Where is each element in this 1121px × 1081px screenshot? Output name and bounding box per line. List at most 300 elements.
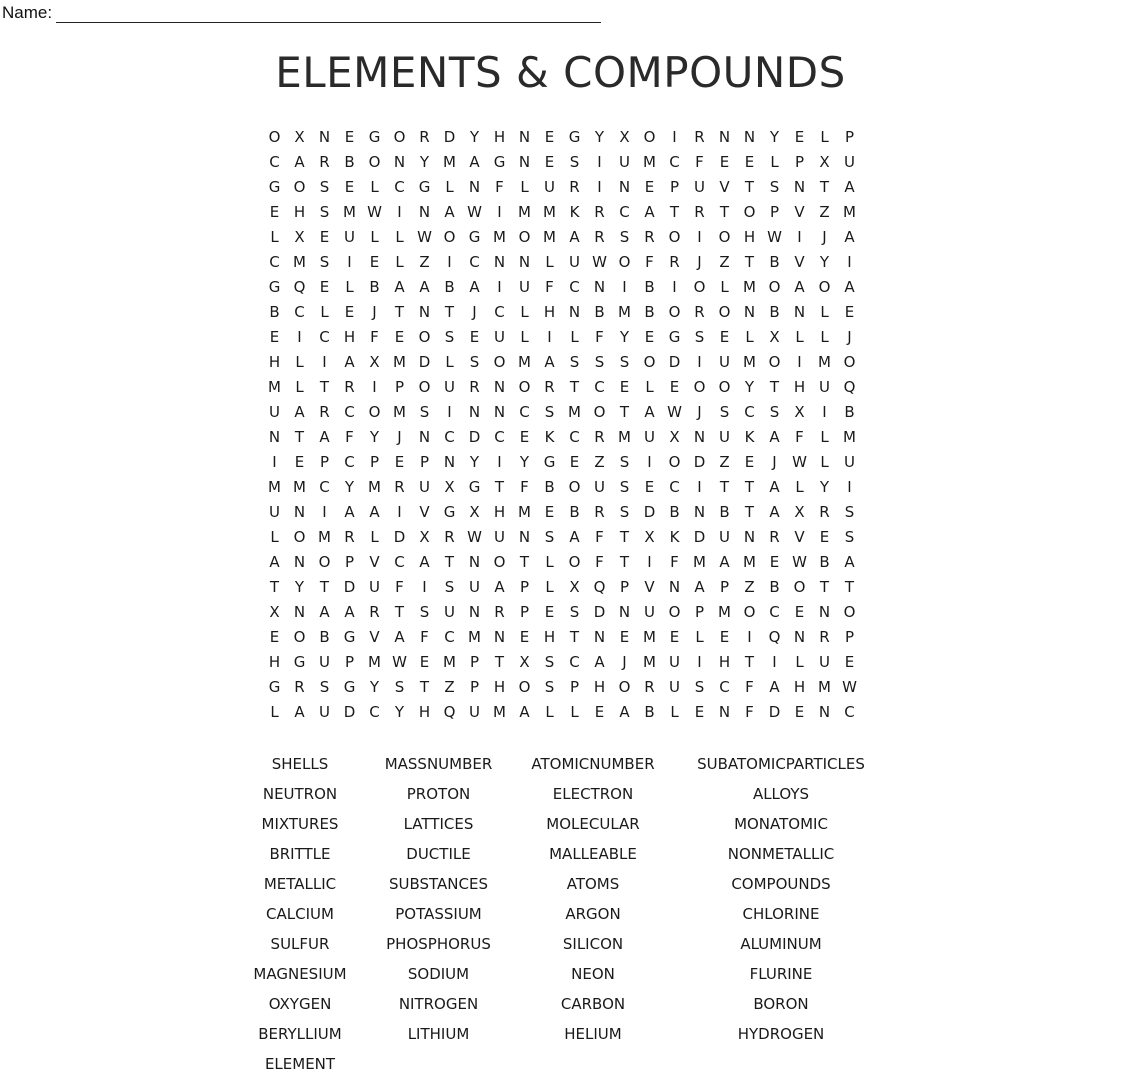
grid-letter: E (819, 527, 830, 546)
grid-letter: I (797, 352, 802, 371)
grid-letter: C (669, 477, 680, 496)
grid-letter: S (544, 402, 555, 421)
grid-letter: N (693, 427, 706, 446)
grid-letter: O (618, 252, 631, 271)
grid-letter: E (269, 202, 280, 221)
grid-letter: X (794, 402, 805, 421)
grid-letter: E (794, 702, 805, 721)
grid-letter: M (518, 202, 531, 221)
grid-letter: Y (594, 127, 605, 146)
grid-row (262, 324, 862, 349)
grid-letter: L (320, 302, 329, 321)
grid-letter: T (844, 577, 855, 596)
grid-letter: A (344, 602, 355, 621)
grid-letter: T (819, 177, 830, 196)
grid-letter: E (269, 627, 280, 646)
name-blank-line (56, 4, 601, 23)
grid-letter: T (519, 552, 530, 571)
grid-letter: I (497, 202, 502, 221)
grid-letter: P (519, 577, 530, 596)
grid-letter: B (444, 277, 455, 296)
grid-letter: C (669, 152, 680, 171)
grid-letter: L (745, 327, 754, 346)
grid-letter: X (469, 502, 480, 521)
grid-letter: S (619, 477, 630, 496)
grid-letter: M (318, 527, 331, 546)
grid-letter: P (844, 127, 855, 146)
word-bank-item: ALUMINUM (740, 935, 822, 953)
grid-row (262, 649, 862, 674)
grid-letter: U (644, 427, 655, 446)
grid-letter: R (319, 402, 330, 421)
grid-letter: L (370, 227, 379, 246)
grid-letter: U (419, 477, 430, 496)
grid-letter: D (668, 352, 681, 371)
grid-letter: G (368, 127, 381, 146)
grid-letter: O (768, 352, 781, 371)
grid-letter: L (720, 277, 729, 296)
grid-letter: N (568, 302, 581, 321)
grid-letter: E (644, 477, 655, 496)
grid-letter: M (818, 677, 831, 696)
grid-letter: L (520, 302, 529, 321)
grid-row (262, 674, 862, 699)
grid-letter: M (743, 277, 756, 296)
grid-letter: X (419, 527, 430, 546)
grid-letter: J (847, 327, 852, 346)
grid-letter: Y (819, 477, 830, 496)
grid-letter: C (744, 402, 755, 421)
grid-letter: C (319, 327, 330, 346)
grid-letter: I (672, 277, 677, 296)
grid-letter: W (467, 527, 482, 546)
grid-letter: I (697, 652, 702, 671)
grid-letter: R (469, 377, 480, 396)
grid-letter: S (419, 402, 430, 421)
grid-letter: J (697, 252, 702, 271)
grid-letter: R (569, 177, 580, 196)
grid-letter: D (693, 452, 706, 471)
grid-letter: A (844, 277, 855, 296)
grid-letter: W (667, 402, 682, 421)
grid-letter: H (493, 127, 506, 146)
grid-letter: M (468, 627, 481, 646)
grid-letter: O (668, 602, 681, 621)
word-bank-item: METALLIC (263, 875, 337, 893)
grid-letter: B (644, 277, 655, 296)
grid-letter: U (644, 602, 655, 621)
grid-letter: A (319, 602, 330, 621)
grid-letter: Z (744, 577, 755, 596)
word-bank-item: NONMETALLIC (727, 845, 835, 863)
grid-letter: S (319, 177, 330, 196)
grid-letter: I (822, 402, 827, 421)
grid-letter: U (719, 527, 730, 546)
grid-letter: R (669, 252, 680, 271)
grid-row (262, 124, 862, 149)
grid-letter: F (395, 577, 404, 596)
grid-letter: A (344, 352, 355, 371)
grid-letter: M (543, 227, 556, 246)
grid-letter: H (268, 352, 281, 371)
grid-letter: U (444, 377, 455, 396)
grid-letter: A (769, 677, 780, 696)
grid-letter: H (268, 652, 281, 671)
grid-letter: V (719, 177, 730, 196)
grid-letter: U (519, 277, 530, 296)
grid-letter: R (344, 377, 355, 396)
grid-letter: X (269, 602, 280, 621)
grid-letter: E (544, 502, 555, 521)
grid-letter: S (769, 402, 780, 421)
grid-letter: D (418, 352, 431, 371)
grid-letter: R (644, 227, 655, 246)
grid-letter: T (394, 302, 405, 321)
grid-letter: L (445, 352, 454, 371)
grid-letter: M (693, 552, 706, 571)
grid-letter: S (569, 152, 580, 171)
word-bank-item: MAGNESIUM (253, 965, 347, 983)
grid-letter: I (697, 352, 702, 371)
grid-letter: U (819, 377, 830, 396)
grid-letter: T (719, 202, 730, 221)
grid-letter: A (769, 502, 780, 521)
grid-letter: E (394, 452, 405, 471)
grid-letter: C (569, 652, 580, 671)
word-bank-item: SILICON (562, 935, 624, 953)
grid-letter: O (843, 602, 856, 621)
grid-letter: T (669, 202, 680, 221)
grid-letter: R (594, 502, 605, 521)
grid-letter: O (293, 627, 306, 646)
word-bank-item: PHOSPHORUS (386, 935, 491, 953)
grid-letter: E (369, 252, 380, 271)
grid-letter: L (820, 127, 829, 146)
grid-letter: E (419, 652, 430, 671)
grid-letter: Z (419, 252, 430, 271)
grid-letter: U (494, 527, 505, 546)
grid-letter: A (519, 702, 530, 721)
grid-letter: C (594, 377, 605, 396)
grid-letter: O (743, 202, 756, 221)
grid-letter: N (743, 127, 756, 146)
grid-letter: D (343, 577, 356, 596)
grid-row (262, 599, 862, 624)
grid-letter: C (444, 627, 455, 646)
grid-letter: K (744, 427, 755, 446)
grid-letter: S (319, 252, 330, 271)
word-bank-item: MALLEABLE (549, 845, 637, 863)
grid-letter: S (619, 227, 630, 246)
grid-letter: I (797, 227, 802, 246)
grid-letter: T (569, 627, 580, 646)
grid-letter: G (568, 127, 581, 146)
grid-letter: P (844, 627, 855, 646)
grid-letter: E (719, 152, 730, 171)
grid-letter: X (369, 352, 380, 371)
grid-letter: A (769, 477, 780, 496)
grid-letter: H (793, 677, 806, 696)
grid-letter: S (544, 527, 555, 546)
grid-letter: L (270, 702, 279, 721)
grid-letter: H (543, 302, 556, 321)
grid-letter: A (294, 402, 305, 421)
grid-letter: E (644, 177, 655, 196)
grid-letter: J (772, 452, 777, 471)
grid-letter: I (322, 502, 327, 521)
grid-letter: X (769, 327, 780, 346)
grid-letter: A (644, 202, 655, 221)
grid-letter: L (795, 652, 804, 671)
grid-letter: D (768, 702, 781, 721)
grid-letter: M (268, 477, 281, 496)
grid-letter: E (519, 627, 530, 646)
grid-letter: X (294, 127, 305, 146)
grid-letter: Y (369, 427, 380, 446)
grid-letter: O (418, 327, 431, 346)
grid-letter: X (819, 152, 830, 171)
grid-letter: N (493, 377, 506, 396)
grid-letter: N (418, 202, 431, 221)
grid-letter: H (743, 227, 756, 246)
grid-letter: A (844, 227, 855, 246)
grid-letter: A (494, 577, 505, 596)
grid-letter: U (719, 352, 730, 371)
grid-letter: X (519, 652, 530, 671)
grid-letter: O (693, 277, 706, 296)
grid-letter: Y (469, 452, 480, 471)
grid-letter: Z (444, 677, 455, 696)
grid-letter: A (469, 152, 480, 171)
grid-letter: Q (843, 377, 856, 396)
grid-letter: N (293, 602, 306, 621)
grid-letter: U (669, 677, 680, 696)
grid-row (262, 499, 862, 524)
grid-letter: K (544, 427, 555, 446)
grid-row (262, 174, 862, 199)
grid-letter: L (770, 152, 779, 171)
grid-letter: H (343, 327, 356, 346)
grid-letter: I (597, 177, 602, 196)
grid-letter: E (469, 327, 480, 346)
grid-letter: O (668, 227, 681, 246)
grid-letter: L (820, 327, 829, 346)
grid-letter: M (493, 702, 506, 721)
grid-letter: H (493, 502, 506, 521)
grid-letter: B (344, 152, 355, 171)
grid-letter: N (718, 127, 731, 146)
grid-letter: S (419, 602, 430, 621)
grid-letter: E (294, 452, 305, 471)
grid-letter: U (844, 152, 855, 171)
grid-row (262, 474, 862, 499)
grid-letter: I (272, 452, 277, 471)
grid-letter: X (644, 527, 655, 546)
grid-letter: H (543, 627, 556, 646)
grid-letter: I (647, 552, 652, 571)
grid-letter: O (418, 377, 431, 396)
grid-letter: R (394, 477, 405, 496)
grid-letter: R (494, 602, 505, 621)
grid-letter: E (844, 652, 855, 671)
word-bank-item: PROTON (406, 785, 471, 803)
grid-letter: X (569, 577, 580, 596)
grid-letter: Q (293, 277, 306, 296)
grid-letter: I (747, 627, 752, 646)
grid-letter: M (443, 152, 456, 171)
grid-letter: L (820, 452, 829, 471)
grid-letter: I (297, 327, 302, 346)
grid-letter: R (419, 127, 430, 146)
grid-letter: G (293, 652, 306, 671)
grid-letter: N (468, 602, 481, 621)
grid-letter: A (344, 502, 355, 521)
grid-letter: U (694, 177, 705, 196)
grid-letter: S (444, 577, 455, 596)
grid-letter: Y (419, 152, 430, 171)
grid-letter: H (418, 702, 431, 721)
grid-letter: O (643, 352, 656, 371)
grid-letter: B (644, 302, 655, 321)
grid-letter: X (794, 502, 805, 521)
grid-letter: Y (344, 477, 355, 496)
word-bank-item: ARGON (565, 905, 621, 923)
grid-letter: C (394, 552, 405, 571)
word-bank-item: OXYGEN (268, 995, 332, 1013)
grid-letter: J (697, 402, 702, 421)
grid-letter: A (844, 552, 855, 571)
grid-letter: O (268, 127, 281, 146)
grid-letter: G (268, 677, 281, 696)
grid-letter: I (397, 502, 402, 521)
grid-letter: R (594, 427, 605, 446)
grid-letter: O (493, 352, 506, 371)
grid-letter: L (295, 352, 304, 371)
grid-letter: L (545, 552, 554, 571)
grid-letter: E (794, 127, 805, 146)
grid-letter: O (393, 127, 406, 146)
word-bank-item: SODIUM (407, 965, 470, 983)
grid-letter: B (844, 402, 855, 421)
grid-letter: P (519, 602, 530, 621)
grid-letter: G (418, 177, 431, 196)
grid-letter: J (397, 427, 402, 446)
grid-letter: G (493, 152, 506, 171)
grid-letter: D (468, 427, 481, 446)
grid-letter: C (294, 302, 305, 321)
grid-letter: B (644, 702, 655, 721)
grid-letter: O (593, 402, 606, 421)
grid-letter: L (345, 277, 354, 296)
grid-letter: J (372, 302, 377, 321)
grid-letter: R (594, 227, 605, 246)
grid-letter: E (669, 627, 680, 646)
grid-letter: B (594, 302, 605, 321)
grid-letter: I (847, 477, 852, 496)
grid-letter: U (469, 702, 480, 721)
grid-letter: L (645, 377, 654, 396)
grid-letter: O (768, 277, 781, 296)
grid-letter: S (569, 352, 580, 371)
grid-letter: U (719, 427, 730, 446)
word-bank-item: MASSNUMBER (384, 755, 493, 773)
grid-letter: O (293, 527, 306, 546)
grid-letter: S (544, 677, 555, 696)
grid-letter: N (418, 427, 431, 446)
grid-letter: L (570, 702, 579, 721)
grid-letter: E (719, 627, 730, 646)
grid-letter: C (844, 702, 855, 721)
grid-letter: A (394, 627, 405, 646)
grid-letter: S (569, 602, 580, 621)
grid-row (262, 549, 862, 574)
grid-letter: N (818, 602, 831, 621)
grid-letter: A (294, 152, 305, 171)
grid-letter: N (618, 602, 631, 621)
grid-letter: O (618, 677, 631, 696)
grid-letter: E (669, 377, 680, 396)
grid-letter: N (468, 402, 481, 421)
grid-letter: G (443, 502, 456, 521)
grid-letter: L (545, 577, 554, 596)
grid-letter: L (820, 427, 829, 446)
grid-letter: O (718, 377, 731, 396)
grid-letter: O (443, 227, 456, 246)
grid-letter: E (319, 227, 330, 246)
grid-letter: B (319, 627, 330, 646)
grid-letter: U (269, 502, 280, 521)
grid-letter: L (395, 252, 404, 271)
grid-letter: S (844, 502, 855, 521)
grid-letter: F (795, 427, 804, 446)
grid-letter: S (719, 402, 730, 421)
grid-letter: U (544, 177, 555, 196)
grid-letter: N (818, 702, 831, 721)
grid-letter: E (519, 427, 530, 446)
grid-letter: O (718, 227, 731, 246)
grid-letter: U (269, 402, 280, 421)
word-bank-item: SHELLS (271, 755, 329, 773)
grid-letter: I (547, 327, 552, 346)
grid-row (262, 249, 862, 274)
grid-letter: G (468, 477, 481, 496)
grid-letter: N (518, 252, 531, 271)
grid-letter: E (719, 327, 730, 346)
grid-letter: P (619, 577, 630, 596)
grid-letter: Z (719, 452, 730, 471)
grid-letter: B (369, 277, 380, 296)
grid-letter: P (419, 452, 430, 471)
grid-letter: G (343, 627, 356, 646)
grid-letter: U (594, 477, 605, 496)
grid-letter: E (744, 452, 755, 471)
name-field (2, 3, 601, 23)
grid-row (262, 624, 862, 649)
grid-letter: O (493, 552, 506, 571)
grid-letter: E (794, 602, 805, 621)
grid-letter: R (319, 152, 330, 171)
grid-letter: R (369, 602, 380, 621)
grid-letter: R (819, 627, 830, 646)
grid-row (262, 524, 862, 549)
grid-letter: F (595, 527, 604, 546)
grid-letter: E (569, 452, 580, 471)
grid-letter: E (544, 602, 555, 621)
grid-letter: O (643, 127, 656, 146)
word-bank-item: NEUTRON (262, 785, 338, 803)
grid-letter: O (668, 302, 681, 321)
grid-letter: P (794, 152, 805, 171)
